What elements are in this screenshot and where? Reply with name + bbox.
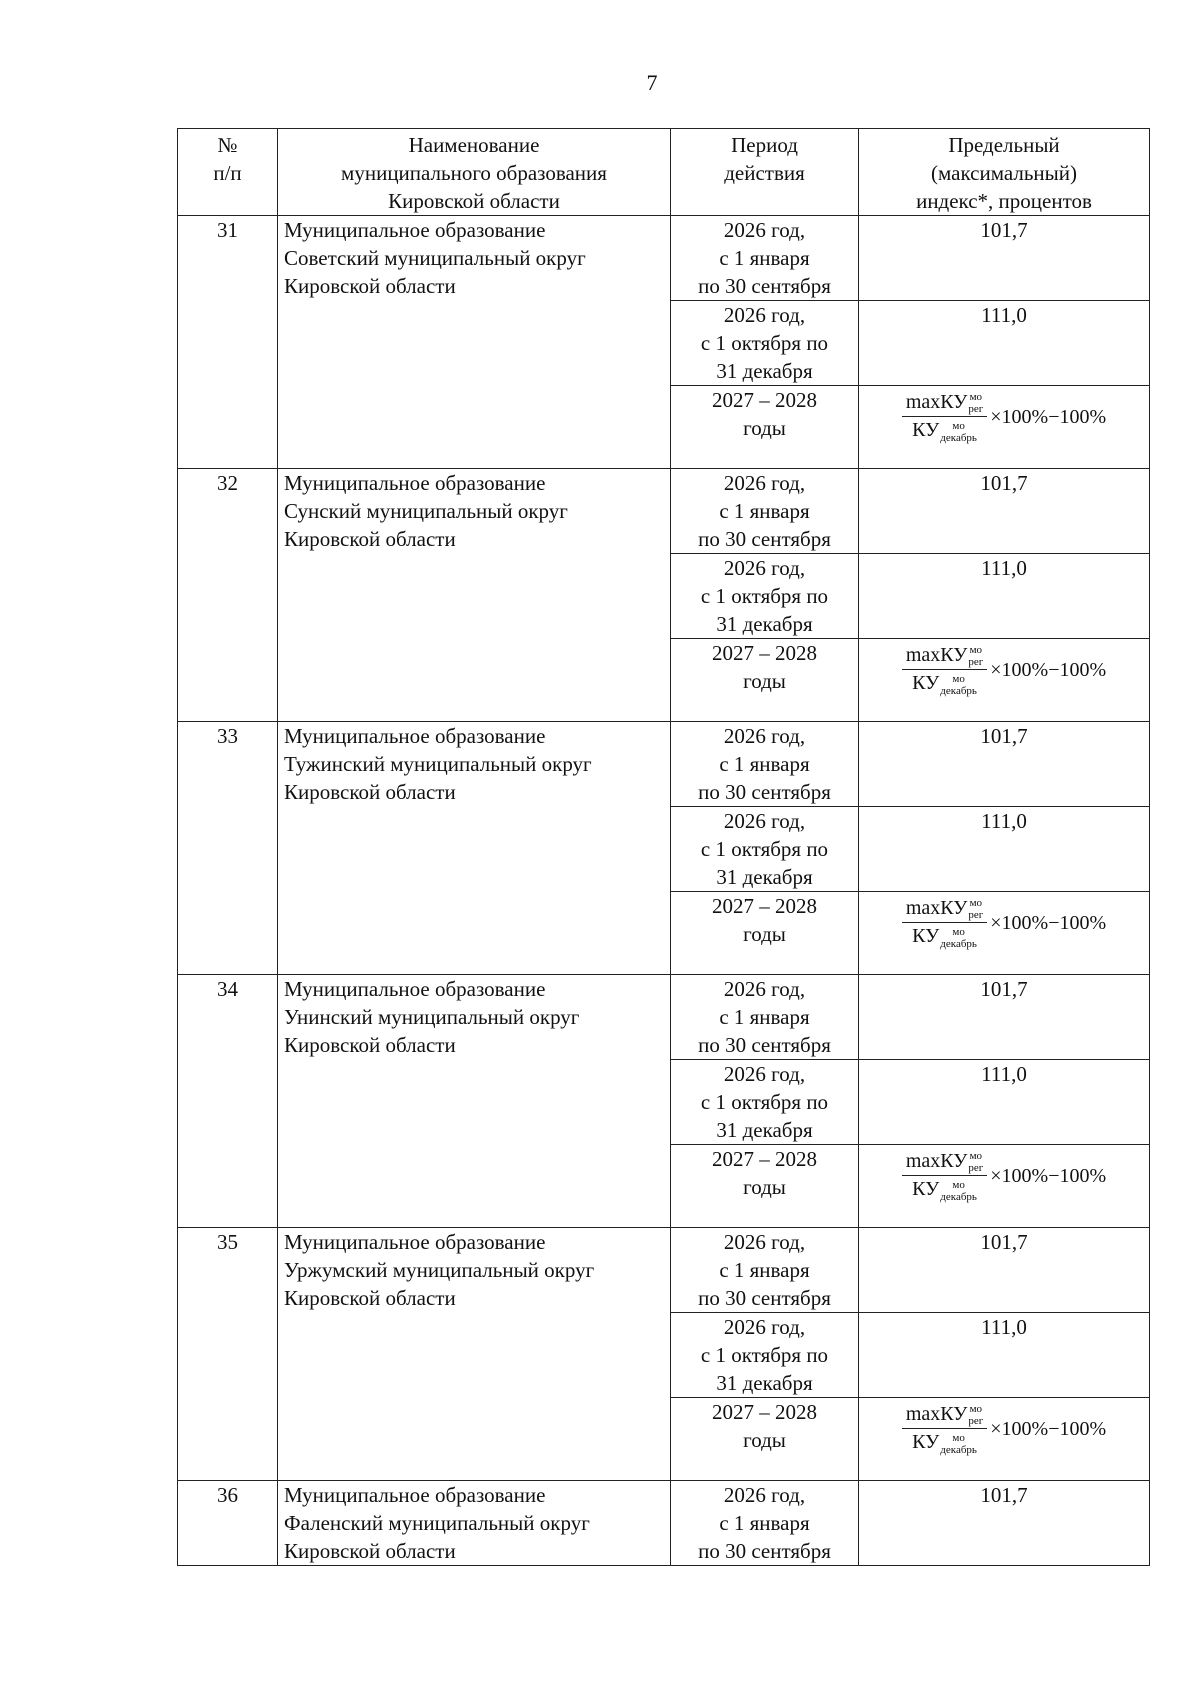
table-header-row — [178, 129, 1150, 216]
denominator-text: КУ — [912, 925, 940, 948]
page-number: 7 — [646, 70, 658, 95]
numerator-sup: мо — [969, 644, 983, 657]
denominator-indices — [940, 1432, 977, 1456]
numerator-sub: рег — [968, 1415, 984, 1428]
denominator-sub: декабрь — [940, 431, 977, 444]
municipality-name: Муниципальное образование Сунский муниципальный округ Кировской области — [278, 469, 671, 722]
row-number: 32 — [178, 469, 278, 722]
period-cell: 2027 – 2028 годы — [671, 1145, 859, 1228]
row-number: 31 — [178, 216, 278, 469]
header-num: № п/п — [178, 129, 278, 216]
denominator-sup: мо — [952, 419, 965, 432]
index-formula — [861, 1402, 1147, 1456]
period-cell: 2026 год, с 1 января по 30 сентября — [671, 1481, 859, 1566]
denominator-text: КУ — [912, 419, 940, 442]
formula-tail: ×100%−100% — [990, 658, 1107, 681]
formula-tail: ×100%−100% — [990, 405, 1107, 428]
formula-denominator — [908, 923, 981, 949]
denominator-indices — [940, 420, 977, 444]
period-cell: 2026 год, с 1 января по 30 сентября — [671, 216, 859, 301]
index-formula — [861, 390, 1147, 444]
period-cell: 2026 год, с 1 января по 30 сентября — [671, 1228, 859, 1313]
index-value: 111,0 — [859, 1060, 1150, 1145]
formula-numerator — [902, 1149, 987, 1176]
index-formula-cell — [859, 892, 1150, 975]
period-cell: 2027 – 2028 годы — [671, 1398, 859, 1481]
index-value: 101,7 — [859, 1481, 1150, 1566]
denominator-indices — [940, 1179, 977, 1203]
period-cell: 2026 год, с 1 января по 30 сентября — [671, 469, 859, 554]
numerator-indices — [968, 644, 983, 668]
index-value: 101,7 — [859, 216, 1150, 301]
denominator-indices — [940, 926, 977, 950]
formula-numerator — [902, 390, 987, 417]
period-cell: 2027 – 2028 годы — [671, 386, 859, 469]
index-value: 111,0 — [859, 554, 1150, 639]
numerator-indices — [968, 1150, 983, 1174]
index-value: 101,7 — [859, 1228, 1150, 1313]
table-row — [178, 469, 1150, 554]
denominator-sub: декабрь — [940, 684, 977, 697]
index-formula-cell — [859, 639, 1150, 722]
formula-denominator — [908, 670, 981, 696]
numerator-sup: мо — [969, 897, 983, 910]
denominator-sup: мо — [952, 1178, 965, 1191]
municipality-name: Муниципальное образование Советский муниципальный округ Кировской области — [278, 216, 671, 469]
formula-fraction — [902, 643, 987, 697]
table-row — [178, 975, 1150, 1060]
municipality-name: Муниципальное образование Унинский муниципальный округ Кировской области — [278, 975, 671, 1228]
municipality-name: Муниципальное образование Фаленский муниципальный округ Кировской области — [278, 1481, 671, 1566]
index-value: 101,7 — [859, 722, 1150, 807]
period-cell: 2026 год, с 1 октября по 31 декабря — [671, 554, 859, 639]
formula-numerator — [902, 643, 987, 670]
header-index: Предельный (максимальный) индекс*, процентов — [859, 129, 1150, 216]
formula-tail: ×100%−100% — [990, 911, 1107, 934]
period-cell: 2027 – 2028 годы — [671, 892, 859, 975]
denominator-text: КУ — [912, 1431, 940, 1454]
index-value: 101,7 — [859, 975, 1150, 1060]
denominator-sub: декабрь — [940, 937, 977, 950]
index-value: 111,0 — [859, 1313, 1150, 1398]
numerator-sup: мо — [969, 391, 983, 404]
formula-numerator — [902, 896, 987, 923]
formula-denominator — [908, 417, 981, 443]
period-cell: 2026 год, с 1 октября по 31 декабря — [671, 301, 859, 386]
tariff-index-table — [177, 128, 1150, 1566]
period-cell: 2026 год, с 1 января по 30 сентября — [671, 722, 859, 807]
formula-fraction — [902, 1402, 987, 1456]
index-formula — [861, 1149, 1147, 1203]
index-formula-cell — [859, 1398, 1150, 1481]
numerator-text: maxКУ — [905, 1403, 968, 1425]
numerator-indices — [968, 897, 983, 921]
index-value: 111,0 — [859, 301, 1150, 386]
index-formula — [861, 896, 1147, 950]
header-period: Период действия — [671, 129, 859, 216]
index-formula — [861, 643, 1147, 697]
table-row — [178, 216, 1150, 301]
numerator-text: maxКУ — [905, 897, 968, 919]
denominator-sup: мо — [952, 925, 965, 938]
numerator-sup: мо — [969, 1150, 983, 1163]
numerator-sub: рег — [968, 656, 984, 669]
formula-tail: ×100%−100% — [990, 1417, 1107, 1440]
row-number: 34 — [178, 975, 278, 1228]
table-row — [178, 1228, 1150, 1313]
table-row — [178, 1481, 1150, 1566]
period-cell: 2026 год, с 1 октября по 31 декабря — [671, 1313, 859, 1398]
numerator-indices — [968, 391, 983, 415]
formula-denominator — [908, 1429, 981, 1455]
period-cell: 2026 год, с 1 января по 30 сентября — [671, 975, 859, 1060]
header-name: Наименование муниципального образования Кировской области — [278, 129, 671, 216]
formula-numerator — [902, 1402, 987, 1429]
numerator-text: maxКУ — [905, 391, 968, 413]
denominator-sub: декабрь — [940, 1443, 977, 1456]
numerator-sub: рег — [968, 909, 984, 922]
formula-denominator — [908, 1176, 981, 1202]
denominator-text: КУ — [912, 1178, 940, 1201]
numerator-sub: рег — [968, 1162, 984, 1175]
municipality-name: Муниципальное образование Уржумский муниципальный округ Кировской области — [278, 1228, 671, 1481]
row-number: 36 — [178, 1481, 278, 1566]
row-number: 35 — [178, 1228, 278, 1481]
denominator-sup: мо — [952, 672, 965, 685]
row-number: 33 — [178, 722, 278, 975]
denominator-sup: мо — [952, 1431, 965, 1444]
formula-fraction — [902, 896, 987, 950]
period-cell: 2027 – 2028 годы — [671, 639, 859, 722]
table-row — [178, 722, 1150, 807]
period-cell: 2026 год, с 1 октября по 31 декабря — [671, 1060, 859, 1145]
formula-fraction — [902, 1149, 987, 1203]
formula-fraction — [902, 390, 987, 444]
index-formula-cell — [859, 386, 1150, 469]
table-body — [178, 216, 1150, 1566]
numerator-sup: мо — [969, 1403, 983, 1416]
numerator-text: maxКУ — [905, 644, 968, 666]
index-value: 101,7 — [859, 469, 1150, 554]
denominator-text: КУ — [912, 672, 940, 695]
index-formula-cell — [859, 1145, 1150, 1228]
numerator-sub: рег — [968, 403, 984, 416]
index-value: 111,0 — [859, 807, 1150, 892]
denominator-sub: декабрь — [940, 1190, 977, 1203]
municipality-name: Муниципальное образование Тужинский муниципальный округ Кировской области — [278, 722, 671, 975]
formula-tail: ×100%−100% — [990, 1164, 1107, 1187]
numerator-indices — [968, 1403, 983, 1427]
period-cell: 2026 год, с 1 октября по 31 декабря — [671, 807, 859, 892]
numerator-text: maxКУ — [905, 1150, 968, 1172]
denominator-indices — [940, 673, 977, 697]
